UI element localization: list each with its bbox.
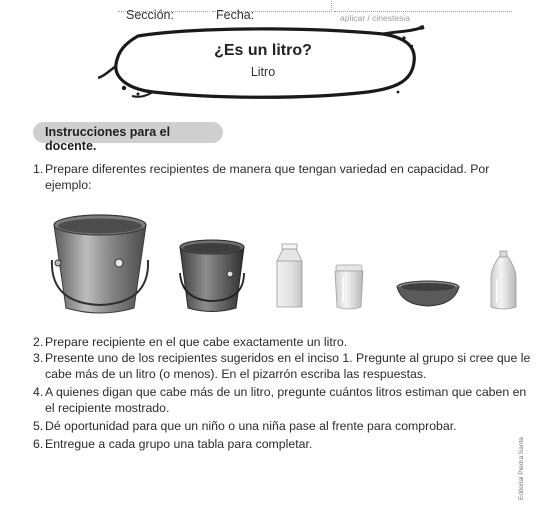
seccion-line bbox=[118, 8, 208, 22]
list-item-number: 6. bbox=[33, 437, 44, 451]
fecha-line bbox=[212, 8, 330, 22]
list-item-text: Prepare recipiente en el que cabe exactamente un litro. bbox=[45, 335, 348, 349]
glass-jar-icon bbox=[335, 265, 363, 309]
title-banner bbox=[98, 22, 428, 102]
instructions-heading-label: Instrucciones para el docente. bbox=[45, 125, 171, 153]
instructions-heading bbox=[33, 122, 223, 153]
list-item-number: 3. bbox=[33, 351, 44, 365]
list-item-text: Prepare diferentes recipientes de manera que tengan variedad en capacidad. Por ejemplo: bbox=[45, 162, 490, 192]
big-bucket-icon bbox=[52, 215, 148, 313]
page-subtitle: Litro bbox=[250, 65, 276, 79]
fecha-label: Fecha: bbox=[216, 8, 255, 22]
brush-frame-icon bbox=[98, 22, 428, 102]
list-item-text: A quienes digan que cabe más de un litro, pregunte cuántos litros estiman que caben en el recipiente mostrado. bbox=[45, 385, 527, 415]
containers-illustration bbox=[40, 205, 530, 330]
list-item-number: 4. bbox=[33, 385, 44, 399]
list-item-text: Entregue a cada grupo una tabla para completar. bbox=[45, 437, 313, 451]
list-item-number: 2. bbox=[33, 335, 44, 349]
shallow-bowl-icon bbox=[397, 281, 459, 306]
list-item-number: 1. bbox=[33, 162, 44, 176]
header-divider bbox=[331, 0, 332, 12]
page-title: ¿Es un litro? bbox=[214, 42, 312, 59]
small-bucket-icon bbox=[180, 240, 244, 312]
plastic-bottle-icon bbox=[491, 251, 516, 309]
tags-line bbox=[334, 11, 512, 23]
publisher-credit: Editorial Piedra Santa bbox=[518, 437, 525, 500]
seccion-label: Sección: bbox=[126, 8, 174, 22]
milk-carton-icon bbox=[277, 244, 302, 307]
list-item-text: Presente uno de los recipientes sugeridos en el inciso 1. Pregunte al grupo si cree que le cabe más de un litro (o menos). En el pizarrón escriba las respuestas. bbox=[45, 351, 531, 381]
list-item-text: Dé oportunidad para que un niño o una niña pase al frente para comprobar. bbox=[45, 419, 457, 433]
skill-tags: aplicar / cinestesia bbox=[340, 13, 410, 23]
list-item-number: 5. bbox=[33, 419, 44, 433]
